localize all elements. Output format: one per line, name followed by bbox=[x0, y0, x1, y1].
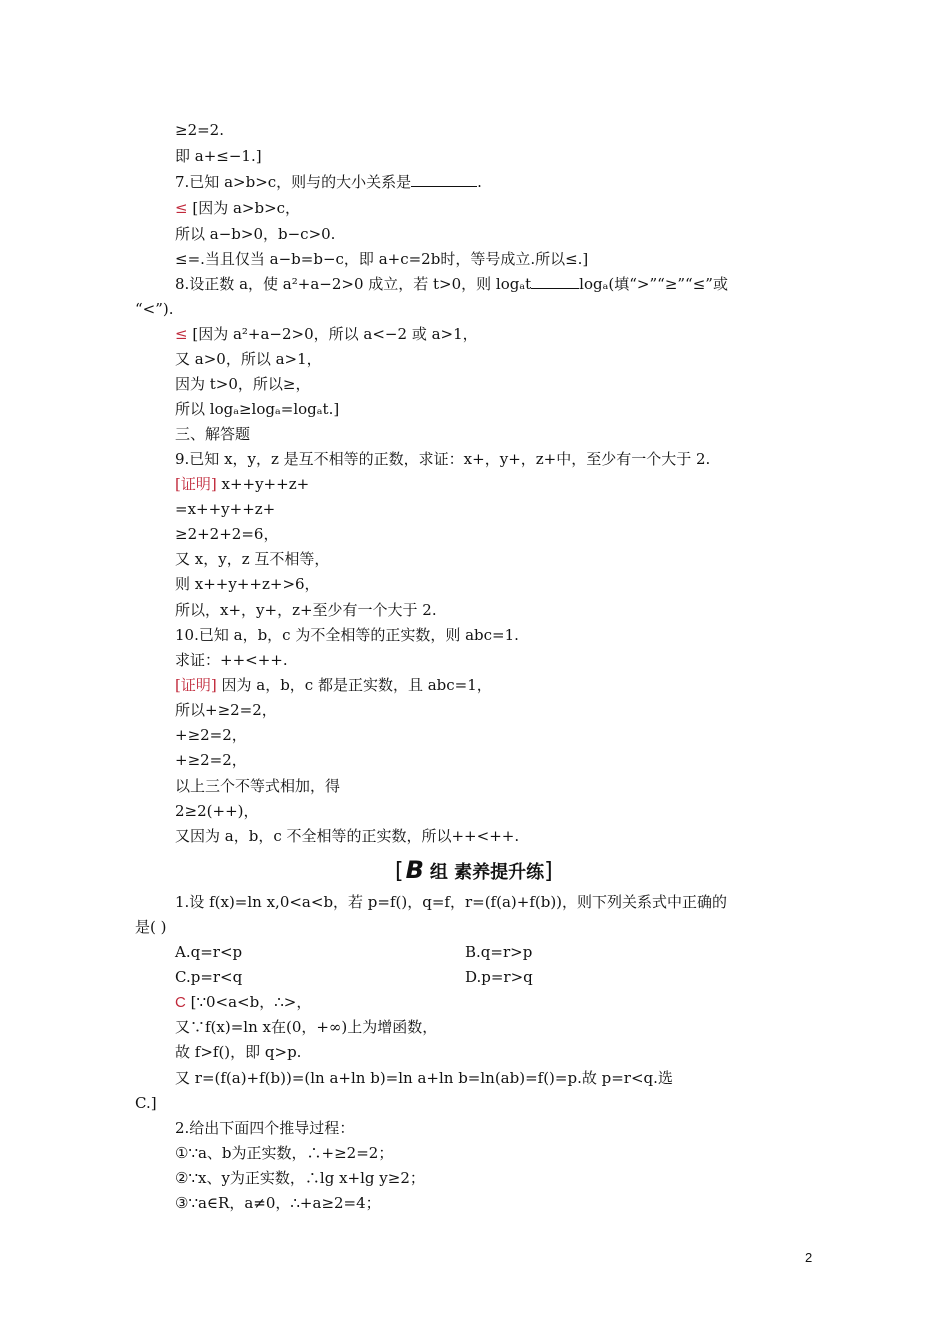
text-line: 故 f>f()，即 q>p. bbox=[175, 1043, 302, 1061]
option-a: A.q=r<p bbox=[175, 943, 243, 961]
proof-tag: [证明] bbox=[175, 676, 217, 694]
text-line: +≥2=2， bbox=[175, 751, 247, 769]
text-line: 所以 logₐ≥logₐ=logₐt.] bbox=[175, 400, 340, 418]
text-line: “<”). bbox=[135, 300, 174, 318]
answer-text: [因为 a>b>c， bbox=[187, 199, 301, 217]
text-line: 又因为 a，b，c 不全相等的正实数，所以++<++. bbox=[175, 827, 520, 845]
text-line: 是( ) bbox=[135, 918, 167, 936]
question-7 bbox=[175, 172, 482, 192]
proof-text: 因为 a，b，c 都是正实数，且 abc=1， bbox=[216, 676, 492, 694]
option-c: C.p=r<q bbox=[175, 968, 243, 986]
text-line: 即 a+≤−1.] bbox=[175, 147, 262, 165]
text-line: ①∵a、b为正实数，∴+≥2=2； bbox=[175, 1144, 394, 1162]
question-text: . bbox=[477, 173, 482, 191]
proof-start bbox=[175, 675, 492, 695]
text-line: 因为 t>0，所以≥， bbox=[175, 375, 311, 393]
text-line: ≤=.当且仅当 a−b=b−c，即 a+c=2b时，等号成立.所以≤.] bbox=[175, 250, 589, 268]
answer-blank bbox=[531, 274, 579, 289]
question-text: 7.已知 a>b>c，则与的大小关系是 bbox=[175, 173, 412, 191]
text-line: 又 r=(f(a)+f(b))=(ln a+ln b)=ln a+ln b=ln(ab)=f()=p.故 p=r<q.选 bbox=[175, 1069, 673, 1087]
text-line: 求证：++<++. bbox=[175, 651, 288, 669]
proof-tag: [证明] bbox=[175, 475, 217, 493]
answer-mark: C bbox=[175, 994, 186, 1011]
text-line: ②∵x、y为正实数，∴lg x+lg y≥2； bbox=[175, 1169, 425, 1187]
text-line: 以上三个不等式相加，得 bbox=[175, 777, 341, 795]
answer-mark: ≤ bbox=[175, 199, 188, 217]
question-text: 8.设正数 a，使 a²+a−2>0 成立，若 t>0，则 logₐt bbox=[175, 275, 532, 293]
proof-text: x++y++z+ bbox=[216, 475, 310, 493]
section-b-heading bbox=[395, 855, 605, 885]
question-b2: 2.给出下面四个推导过程： bbox=[175, 1119, 355, 1137]
section-title: 组 素养提升练 bbox=[429, 862, 545, 883]
text-line: 所以+≥2=2， bbox=[175, 701, 277, 719]
section-heading: 三、解答题 bbox=[175, 425, 251, 443]
text-line: ≥2=2. bbox=[175, 121, 224, 139]
text-line: 又 a>0，所以 a>1， bbox=[175, 350, 322, 368]
proof-start bbox=[175, 474, 309, 494]
page-number: 2 bbox=[805, 1250, 813, 1265]
text-line: 所以 a−b>0，b−c>0. bbox=[175, 225, 336, 243]
text-line: C.] bbox=[135, 1094, 157, 1112]
text-line: 所以，x+，y+，z+至少有一个大于 2. bbox=[175, 601, 437, 619]
text-line: +≥2=2， bbox=[175, 726, 247, 744]
option-d: D.p=r>q bbox=[465, 968, 533, 986]
bracket-close: ] bbox=[544, 859, 553, 884]
answer-line bbox=[175, 324, 478, 344]
question-9: 9.已知 x，y，z 是互不相等的正数，求证：x+，y+，z+中，至少有一个大于 2. bbox=[175, 450, 711, 468]
bracket-open: [ bbox=[395, 859, 404, 884]
answer-line bbox=[175, 198, 300, 218]
text-line: ≥2+2+2=6， bbox=[175, 525, 279, 543]
answer-mark: ≤ bbox=[175, 325, 188, 343]
text-line: ③∵a∈R，a≠0，∴+a≥2=4； bbox=[175, 1194, 381, 1212]
text-line: 又 x，y，z 互不相等， bbox=[175, 550, 330, 568]
question-text: logₐ(填“>”“≥”“≤”或 bbox=[579, 275, 728, 293]
text-line: 2≥2(++)， bbox=[175, 802, 259, 820]
option-b: B.q=r>p bbox=[465, 943, 533, 961]
answer-text: [因为 a²+a−2>0，所以 a<−2 或 a>1， bbox=[187, 325, 478, 343]
question-8 bbox=[175, 274, 728, 294]
question-10: 10.已知 a，b，c 为不全相等的正实数，则 abc=1. bbox=[175, 626, 519, 644]
text-line: 则 x++y++z+>6， bbox=[175, 575, 320, 593]
text-line: 又∵f(x)=ln x在(0，+∞)上为增函数， bbox=[175, 1018, 438, 1036]
question-b1: 1.设 f(x)=ln x,0<a<b，若 p=f()，q=f，r=(f(a)+f(b))，则下列关系式中正确的 bbox=[175, 893, 728, 911]
options-row bbox=[175, 942, 242, 962]
answer-line bbox=[175, 992, 311, 1013]
answer-text: [∵0<a<b，∴>， bbox=[185, 993, 312, 1011]
text-line: =x++y++z+ bbox=[175, 500, 276, 518]
section-letter: B bbox=[405, 856, 424, 884]
answer-blank bbox=[411, 172, 477, 187]
